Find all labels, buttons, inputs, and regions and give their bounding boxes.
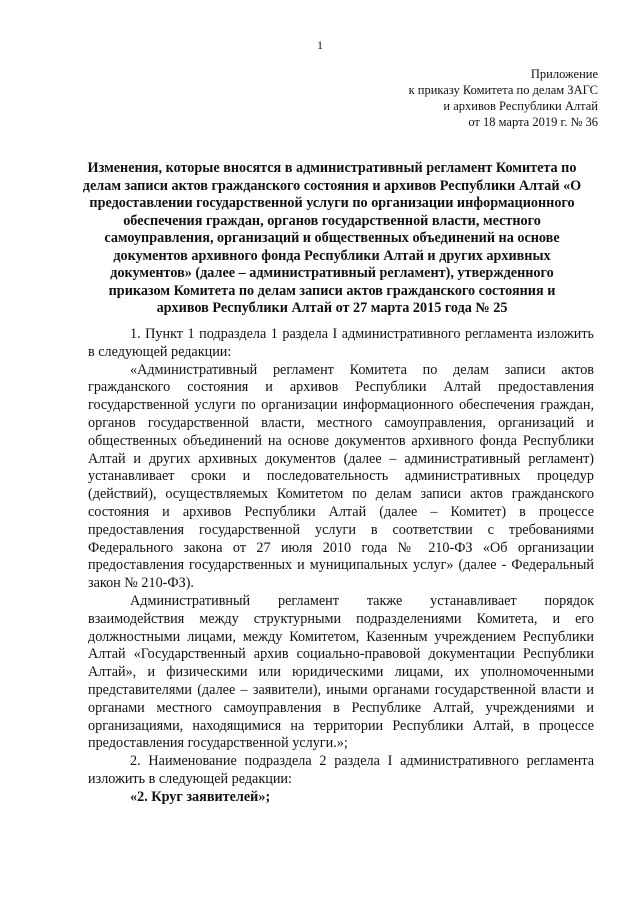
page-number: 1 bbox=[317, 38, 323, 52]
section-heading: «2. Круг заявителей»; bbox=[130, 788, 271, 805]
paragraph: 1. Пункт 1 подраздела 1 раздела I административного регламента изложить в следующей редакции: bbox=[88, 326, 594, 360]
appendix-line: к приказу Комитета по делам ЗАГС bbox=[408, 83, 598, 97]
paragraph: «Административный регламент Комитета по делам записи актов гражданского состояния и архивов Республики Алтай предоставления государственной услуги по организации информационного обеспечения граждан, органов государственной власти, местного самоуправления, организаций и общественных объединений на основе документов архивного фонда Республики Алтай и других архивных документов (далее – административный регламент) устанавливает сроки и последовательность административных процедур (действий), осуществляемых Комитетом по делам записи актов гражданского состояния и архивов Республики Алтай (далее – Комитет) в процессе предоставления государственной услуги в соответствии с требованиями Федерального закона от 27 июля 2010 года № 210-ФЗ «Об организации предоставления государственных и муниципальных услуг» (далее - Федеральный закон № 210-ФЗ). bbox=[88, 361, 594, 592]
document-body bbox=[88, 326, 594, 807]
document-title: Изменения, которые вносятся в административный регламент Комитета по делам записи актов гражданского состояния и архивов Республики Алтай «О предоставлении государственной услуги по организации информационного обеспечения граждан, органов государственной власти, местного самоуправления, организаций и общественных объединений на основе документов архивного фонда Республики Алтай и других архивных документов» (далее – административный регламент), утвержденного приказом Комитета по делам записи актов гражданского состояния и архивов Республики Алтай от 27 марта 2015 года № 25 bbox=[82, 160, 582, 316]
paragraph: Административный регламент также устанавливает порядок взаимодействия между структурными подразделениями Комитета, и его должностными лицами, между Комитетом, Казенным учреждением Республики Алтай «Государственный архив социально-правовой документации Республики Алтай», и физическими или юридическими лицами, их уполномоченными представителями (далее – заявители), иными органами государственной власти и органами местного самоуправления в Республике Алтай, учреждениями и организациями, находящимися на территории Республики Алтай, в процессе предоставления государственной услуги.»; bbox=[88, 592, 594, 752]
appendix-block bbox=[409, 66, 598, 130]
appendix-line: и архивов Республики Алтай bbox=[443, 99, 598, 113]
appendix-line: от 18 марта 2019 г. № 36 bbox=[468, 115, 598, 129]
paragraph: 2. Наименование подраздела 2 раздела I административного регламента изложить в следующей редакции: bbox=[88, 753, 594, 787]
appendix-line: Приложение bbox=[530, 67, 598, 81]
